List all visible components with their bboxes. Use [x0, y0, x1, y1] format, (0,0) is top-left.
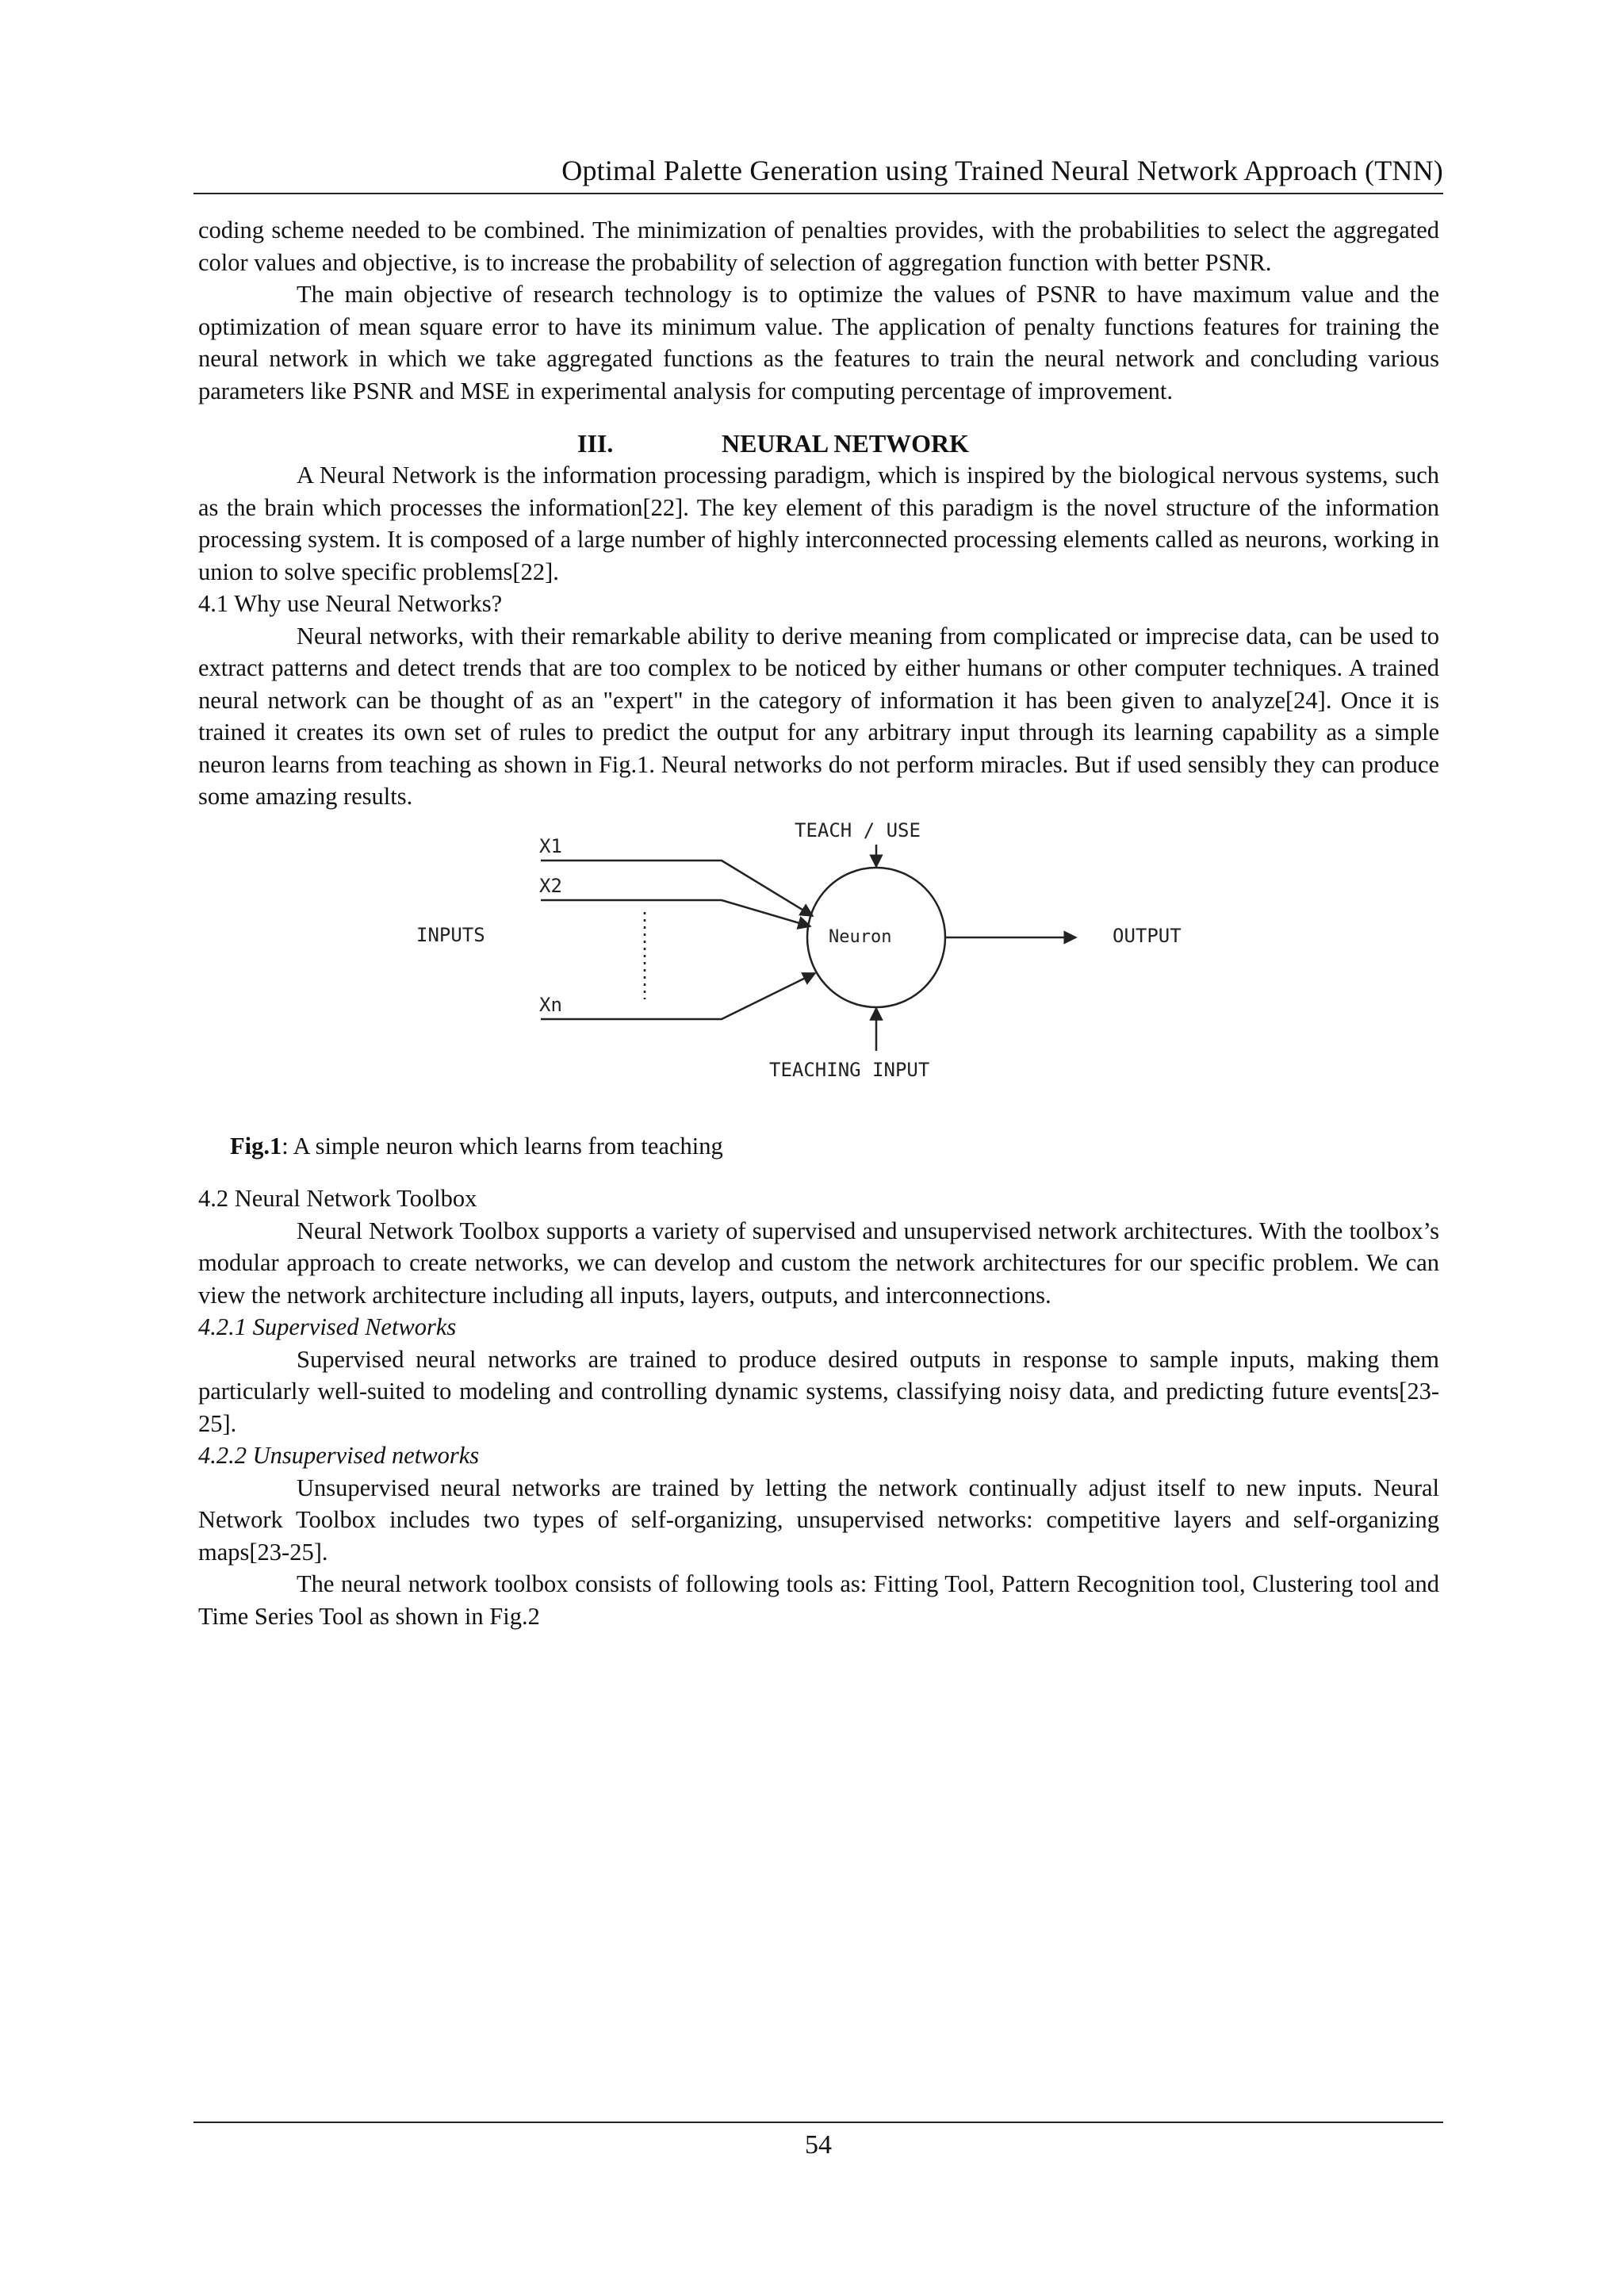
running-header: Optimal Palette Generation using Trained Neural Network Approach (TNN): [561, 155, 1443, 186]
figure-1: [198, 813, 1439, 1130]
paragraph: coding scheme needed to be combined. The minimization of penalties provides, with the probabilities to select the aggregated color values and objective, is to increase the probability of selection of aggregation function with better PSNR.: [198, 217, 1439, 276]
neuron-label: Neuron: [829, 926, 892, 947]
paragraph: Unsupervised neural networks are trained by letting the network continually adjust itself to new inputs. Neural Network Toolbox includes two types of self-organizing, unsupervised networks: competitive layers and self-organizing maps[23-25].: [198, 1474, 1439, 1566]
paragraph: Neural networks, with their remarkable ability to derive meaning from complicated or imprecise data, can be used to extract patterns and detect trends that are too complex to be noticed by either humans or other computer techniques. A trained neural network can be thought of as an "expert" in the category of information it has been given to analyze[24]. Once it is trained it creates its own set of rules to predict the output for any arbitrary input through its learning capability as a simple neuron learns from teaching as shown in Fig.1. Neural networks do not perform miracles. But if used sensibly they can produce some amazing results.: [198, 622, 1439, 810]
teaching-input-label: TEACHING INPUT: [769, 1058, 930, 1081]
header-rule: [193, 193, 1443, 194]
paragraph: A Neural Network is the information processing paradigm, which is inspired by the biological nervous systems, such as the brain which processes the information[22]. The key element of this paradigm is the novel structure of the information processing system. It is composed of a large number of highly interconnected processing elements called as neurons, working in union to solve specific problems[22].: [198, 462, 1439, 585]
page-body: [198, 214, 1439, 1632]
paragraph: The neural network toolbox consists of following tools as: Fitting Tool, Pattern Recognition tool, Clustering tool and Time Series Tool as shown in Fig.2: [198, 1570, 1439, 1630]
footer-rule: [193, 2122, 1443, 2123]
neuron-diagram: [198, 813, 1439, 1130]
paragraph: The main objective of research technology is to optimize the values of PSNR to have maximum value and the optimization of mean square error to have its minimum value. The application of penalty functions features for training the neural network in which we take aggregated functions as the features to train the neural network and concluding various parameters like PSNR and MSE in experimental analysis for computing percentage of improvement.: [198, 281, 1439, 404]
subsection-title: 4.1 Why use Neural Networks?: [198, 590, 503, 617]
subsection-title: 4.2.2 Unsupervised networks: [198, 1442, 480, 1469]
subsection-title: 4.2 Neural Network Toolbox: [198, 1185, 477, 1212]
section-number: III.: [577, 429, 614, 458]
input-xn-arrow: [541, 973, 815, 1019]
page-number: 54: [805, 2130, 832, 2160]
section-title: NEURAL NETWORK: [722, 429, 970, 458]
input-x2-label: X2: [539, 874, 562, 897]
subsection-title: 4.2.1 Supervised Networks: [198, 1313, 457, 1340]
input-x1-arrow: [541, 861, 813, 916]
input-x2-arrow: [541, 900, 810, 926]
paragraph: Neural Network Toolbox supports a variety of supervised and unsupervised network architectures. With the toolbox’s modular approach to create networks, we can develop and custom the network architectures for our specific problem. We can view the network architecture including all inputs, layers, outputs, and interconnections.: [198, 1217, 1439, 1309]
paragraph: Supervised neural networks are trained to produce desired outputs in response to sample inputs, making them particularly well-suited to modeling and controlling dynamic systems, classifying noisy data, and predicting future events[23-25].: [198, 1345, 1439, 1437]
caption-label: Fig.1: [230, 1132, 282, 1159]
caption-text: : A simple neuron which learns from teaching: [282, 1132, 723, 1159]
inputs-label: INPUTS: [416, 923, 485, 946]
teach-use-label: TEACH / USE: [795, 818, 921, 841]
input-x1-label: X1: [539, 834, 562, 857]
input-xn-label: Xn: [539, 993, 562, 1016]
figure-caption: [198, 1130, 1439, 1163]
section-heading: [198, 427, 1439, 459]
output-label: OUTPUT: [1113, 924, 1182, 947]
